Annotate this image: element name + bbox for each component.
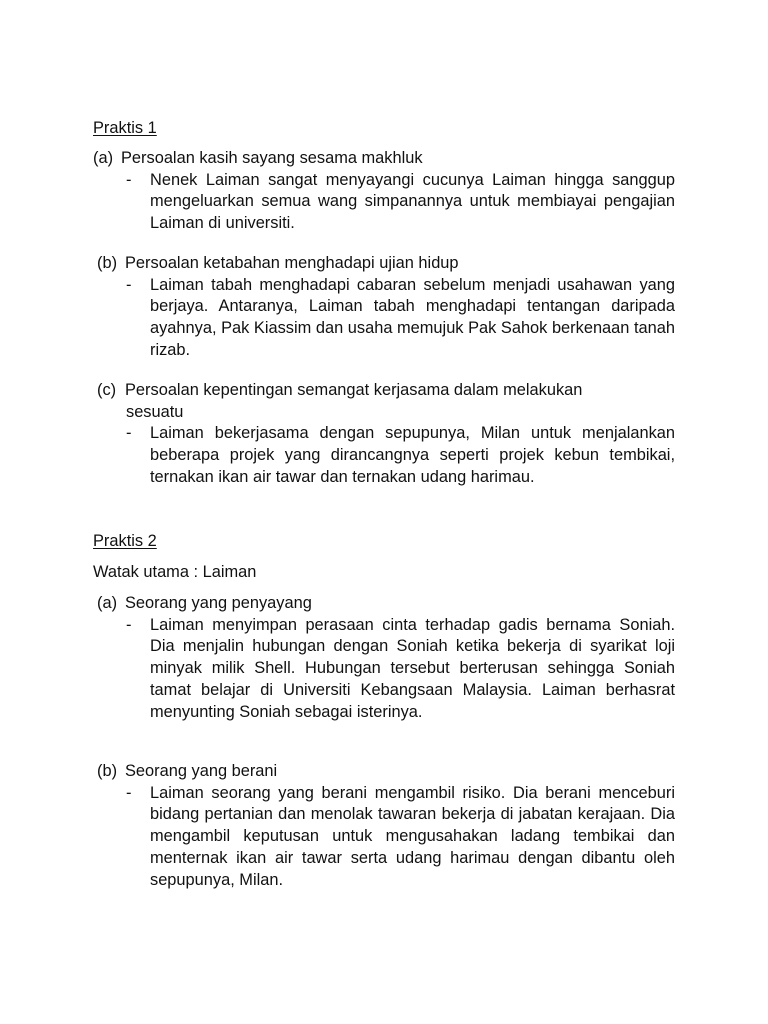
bullet-text: Laiman tabah menghadapi cabaran sebelum menjadi usahawan yang berjaya. Antaranya, Laiman tabah menghadapi tentangan daripada ayahnya, Pak Kiassim dan usaha memujuk Pak Sahok berkenaan tanah rizab. [150, 275, 675, 359]
bullet-dash: - [126, 275, 132, 294]
bullet-text: Laiman bekerjasama dengan sepupunya, Milan untuk menjalankan beberapa projek yang dirancangnya seperti projek kebun tembikai, ternakan ikan air tawar dan ternakan udang harimau. [150, 424, 675, 486]
praktis2-item-a [93, 593, 675, 723]
praktis2-subtitle: Watak utama : Laiman [93, 563, 257, 581]
bullet-dash: - [126, 424, 132, 443]
praktis1-item-c [93, 380, 675, 489]
praktis1-item-a [93, 148, 675, 235]
item-heading: Persoalan kepentingan semangat kerjasama dalam melakukan [125, 381, 583, 399]
item-heading: Seorang yang penyayang [125, 594, 312, 612]
bullet-text: Laiman menyimpan perasaan cinta terhadap gadis bernama Soniah. Dia menjalin hubungan dengan Soniah ketika bekerja di syarikat loji minyak milik Shell. Hubungan tersebut berterusan sehingga Soniah tamat belajar di Universiti Kebangsaan Malaysia. Laiman berhasrat menyunting Soniah sebagai isterinya. [150, 615, 675, 721]
praktis1-item-b [93, 253, 675, 362]
item-marker: (b) [97, 762, 118, 780]
item-heading: Seorang yang berani [125, 762, 278, 780]
bullet-dash: - [126, 783, 132, 802]
bullet-dash: - [126, 170, 132, 189]
bullet-text: Nenek Laiman sangat menyayangi cucunya Laiman hingga sanggup mengeluarkan semua wang simpanannya untuk membiayai pengajian Laiman di universiti. [150, 170, 675, 233]
praktis1-title: Praktis 1 [93, 119, 157, 137]
item-marker: (a) [97, 594, 118, 612]
bullet-dash: - [126, 615, 132, 634]
item-heading-continuation: sesuatu [126, 402, 184, 421]
bullet-text: Laiman seorang yang berani mengambil risiko. Dia berani menceburi bidang pertanian dan menolak tawaran bekerja di jabatan kerajaan. Dia mengambil keputusan untuk mengusahakan ladang tembikai dan menternak ikan air tawar serta udang harimau dengan dibantu oleh sepupunya, Milan. [150, 783, 675, 889]
item-marker: (b) [97, 254, 118, 272]
item-marker: (a) [93, 149, 114, 167]
praktis2-title: Praktis 2 [93, 532, 157, 550]
praktis2-item-b [93, 761, 675, 891]
item-heading: Persoalan kasih sayang sesama makhluk [121, 149, 423, 167]
item-marker: (c) [97, 381, 117, 399]
item-heading: Persoalan ketabahan menghadapi ujian hidup [125, 254, 459, 272]
